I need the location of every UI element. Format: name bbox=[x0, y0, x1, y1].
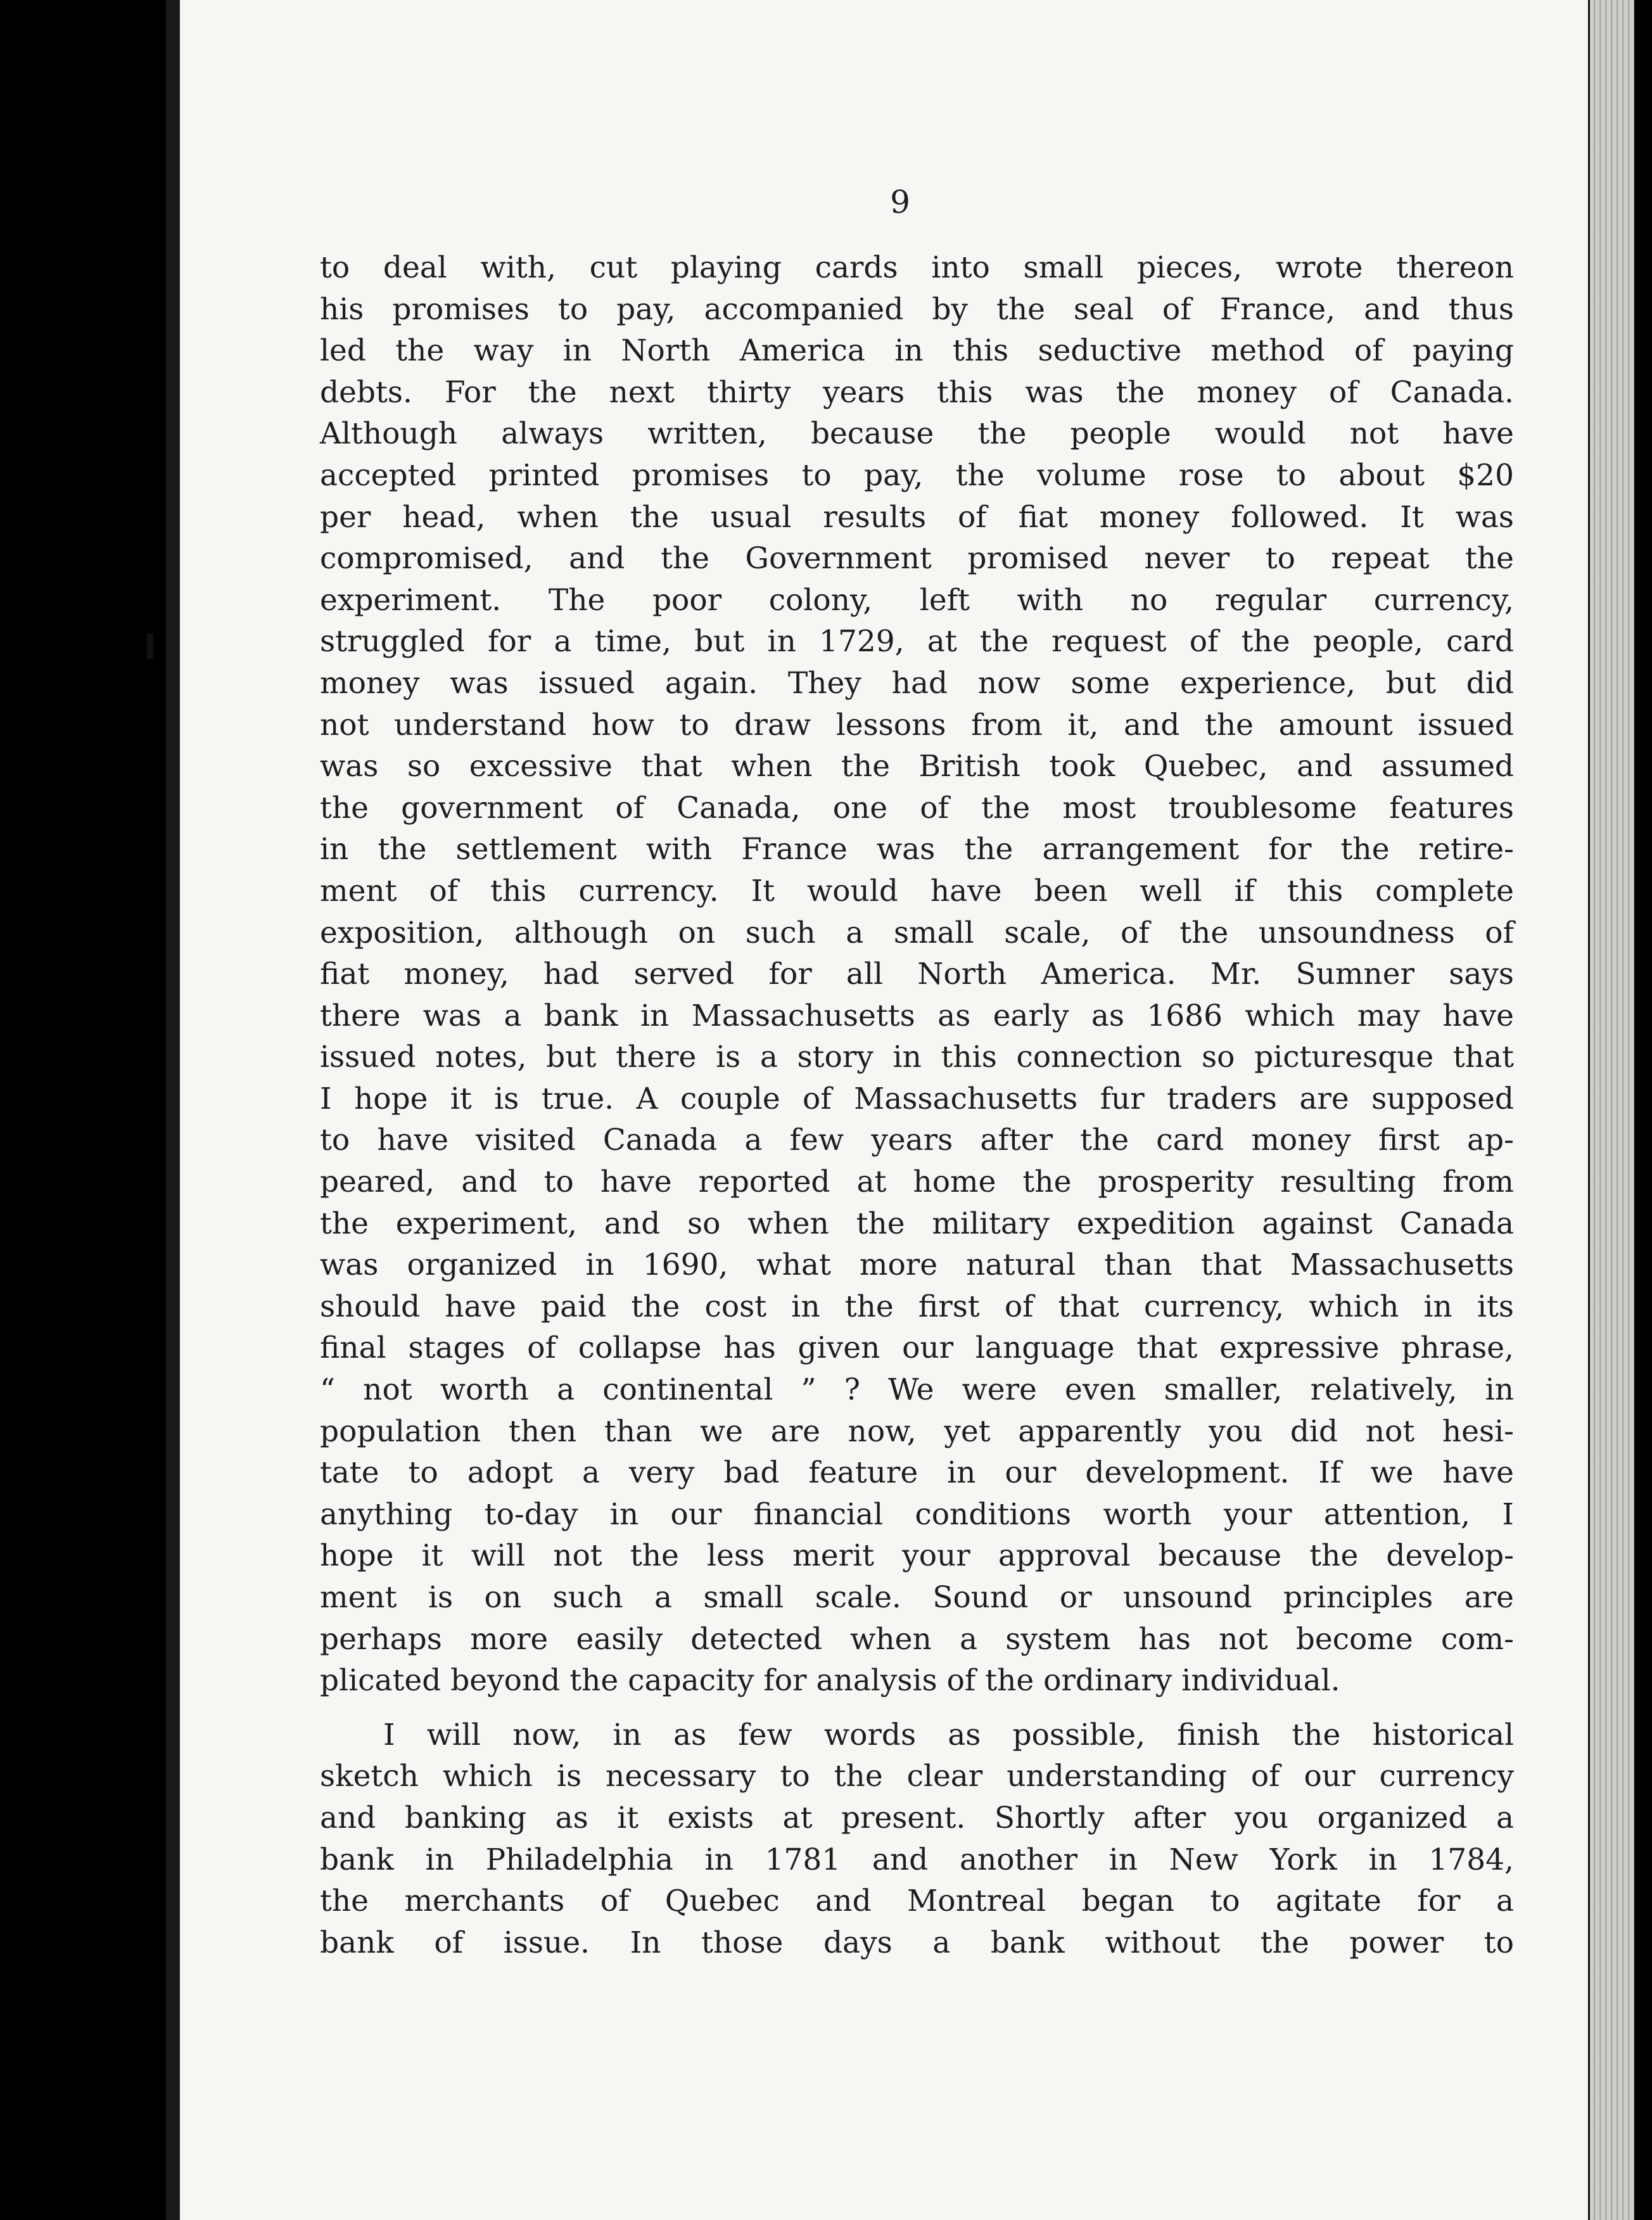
text-line: perhaps more easily detected when a system has not become com- bbox=[320, 1621, 1514, 1657]
text-line: issued notes, but there is a story in this connection so picturesque that bbox=[320, 1040, 1514, 1075]
text-line: was so excessive that when the British took Quebec, and assumed bbox=[320, 749, 1514, 784]
paragraph-2 bbox=[320, 1714, 1514, 1964]
margin-mark bbox=[147, 634, 153, 659]
text-line: final stages of collapse has given our language that expressive phrase, bbox=[320, 1330, 1514, 1366]
text-line: the experiment, and so when the military expedition against Canada bbox=[320, 1206, 1514, 1241]
page-edge-stack bbox=[1588, 0, 1634, 2220]
scanned-page bbox=[166, 0, 1634, 2220]
text-line: compromised, and the Government promised never to repeat the bbox=[320, 541, 1514, 577]
text-line: plicated beyond the capacity for analysis of the ordinary individual. bbox=[320, 1663, 1340, 1699]
page-number: 9 bbox=[890, 184, 910, 220]
text-line: struggled for a time, but in 1729, at the request of the people, card bbox=[320, 624, 1514, 660]
text-line: bank of issue. In those days a bank without the power to bbox=[320, 1925, 1514, 1960]
binding-spine bbox=[166, 0, 180, 2220]
text-line: led the way in North America in this seductive method of paying bbox=[320, 333, 1514, 369]
text-line: I hope it is true. A couple of Massachusetts fur traders are supposed bbox=[320, 1081, 1514, 1116]
text-line: the government of Canada, one of the most troublesome features bbox=[320, 790, 1514, 826]
text-line: population then than we are now, yet apparently you did not hesi- bbox=[320, 1413, 1514, 1449]
text-line: not understand how to draw lessons from it, and the amount issued bbox=[320, 707, 1514, 743]
text-line: ment is on such a small scale. Sound or unsound principles are bbox=[320, 1580, 1514, 1615]
text-line: I will now, in as few words as possible, finish the historical bbox=[383, 1717, 1514, 1752]
text-line: to deal with, cut playing cards into small pieces, wrote thereon bbox=[320, 250, 1514, 285]
text-line: tate to adopt a very bad feature in our development. If we have bbox=[320, 1455, 1514, 1491]
text-line: sketch which is necessary to the clear understanding of our currency bbox=[320, 1759, 1514, 1794]
text-line: experiment. The poor colony, left with no regular currency, bbox=[320, 582, 1514, 618]
paragraph-1 bbox=[320, 247, 1514, 1702]
text-line: fiat money, had served for all North America. Mr. Sumner says bbox=[320, 957, 1514, 992]
text-line: exposition, although on such a small scale, of the unsoundness of bbox=[320, 915, 1514, 950]
text-line: hope it will not the less merit your approval because the develop- bbox=[320, 1538, 1514, 1574]
text-line: per head, when the usual results of fiat money followed. It was bbox=[320, 499, 1514, 535]
text-line: to have visited Canada a few years after the card money first ap- bbox=[320, 1123, 1514, 1158]
text-line: was organized in 1690, what more natural than that Massachusetts bbox=[320, 1247, 1514, 1283]
text-line: money was issued again. They had now some experience, but did bbox=[320, 665, 1514, 701]
text-line: the merchants of Quebec and Montreal began to agitate for a bbox=[320, 1884, 1514, 1919]
text-line: peared, and to have reported at home the prosperity resulting from bbox=[320, 1164, 1514, 1200]
text-line: there was a bank in Massachusetts as early as 1686 which may have bbox=[320, 998, 1514, 1033]
body-text bbox=[320, 247, 1514, 1963]
text-line: debts. For the next thirty years this was the money of Canada. bbox=[320, 374, 1514, 410]
text-line: Although always written, because the people would not have bbox=[320, 416, 1514, 452]
text-line: and banking as it exists at present. Shortly after you organized a bbox=[320, 1800, 1514, 1835]
text-line: ment of this currency. It would have been well if this complete bbox=[320, 873, 1514, 909]
text-line: “ not worth a continental ” ? We were even smaller, relatively, in bbox=[320, 1372, 1514, 1408]
text-line: bank in Philadelphia in 1781 and another in New York in 1784, bbox=[320, 1842, 1514, 1877]
text-line: should have paid the cost in the first of that currency, which in its bbox=[320, 1289, 1514, 1324]
text-line: anything to-day in our financial conditions worth your attention, I bbox=[320, 1496, 1514, 1532]
text-line: in the settlement with France was the arrangement for the retire- bbox=[320, 832, 1514, 867]
text-line: his promises to pay, accompanied by the seal of France, and thus bbox=[320, 291, 1514, 327]
text-line: accepted printed promises to pay, the volume rose to about $20 bbox=[320, 457, 1514, 493]
